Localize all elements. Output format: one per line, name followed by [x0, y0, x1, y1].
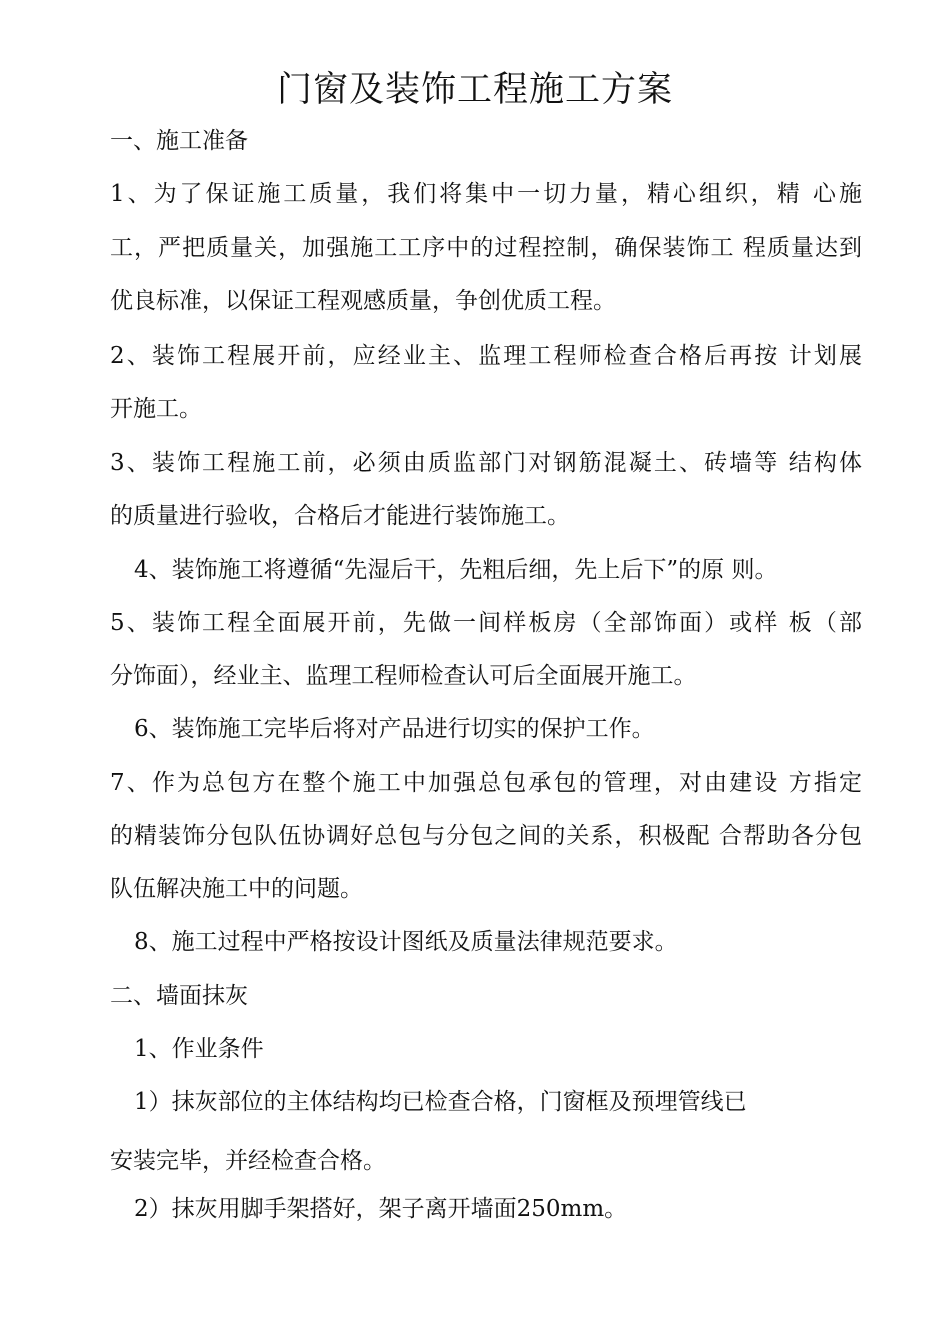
paragraph-line: 1、为了保证施工质量，我们将集中一切力量，精心组织，精 心施 [110, 181, 862, 207]
paragraph-line: 1）抹灰部位的主体结构均已检查合格，门窗框及预埋管线已 [134, 1089, 747, 1115]
paragraph-line: 分饰面），经业主、监理工程师检查认可后全面展开施工。 [110, 663, 697, 689]
paragraph-line: 4、装饰施工将遵循“先湿后干，先粗后细，先上后下”的原 则。 [134, 557, 778, 583]
paragraph-line: 2）抹灰用脚手架搭好，架子离开墙面250mm。 [134, 1196, 628, 1222]
subsection-heading: 1、作业条件 [134, 1036, 264, 1062]
paragraph-line: 的精装饰分包队伍协调好总包与分包之间的关系，积极配 合帮助各分包 [110, 823, 862, 849]
paragraph-line: 开施工。 [110, 396, 202, 422]
paragraph-line: 7、作为总包方在整个施工中加强总包承包的管理，对由建设 方指定 [110, 770, 862, 796]
section-heading: 一、施工准备 [110, 128, 248, 154]
paragraph-line: 5、装饰工程全面展开前，先做一间样板房（全部饰面）或样 板（部 [110, 610, 862, 636]
paragraph-line: 工，严把质量关，加强施工工序中的过程控制，确保装饰工 程质量达到 [110, 235, 862, 261]
paragraph-line: 2、装饰工程展开前，应经业主、监理工程师检查合格后再按 计划展 [110, 343, 862, 369]
document-title: 门窗及装饰工程施工方案 [276, 70, 673, 110]
paragraph-line: 6、装饰施工完毕后将对产品进行切实的保护工作。 [134, 716, 655, 742]
section-heading: 二、墙面抹灰 [110, 983, 248, 1009]
paragraph-line: 的质量进行验收，合格后才能进行装饰施工。 [110, 503, 570, 529]
paragraph-line: 3、装饰工程施工前，必须由质监部门对钢筋混凝土、砖墙等 结构体 [110, 450, 862, 476]
paragraph-line: 队伍解决施工中的问题。 [110, 876, 363, 902]
paragraph-line: 安装完毕，并经检查合格。 [110, 1148, 386, 1174]
paragraph-line: 优良标准，以保证工程观感质量，争创优质工程。 [110, 288, 616, 314]
paragraph-line: 8、施工过程中严格按设计图纸及质量法律规范要求。 [134, 929, 678, 955]
